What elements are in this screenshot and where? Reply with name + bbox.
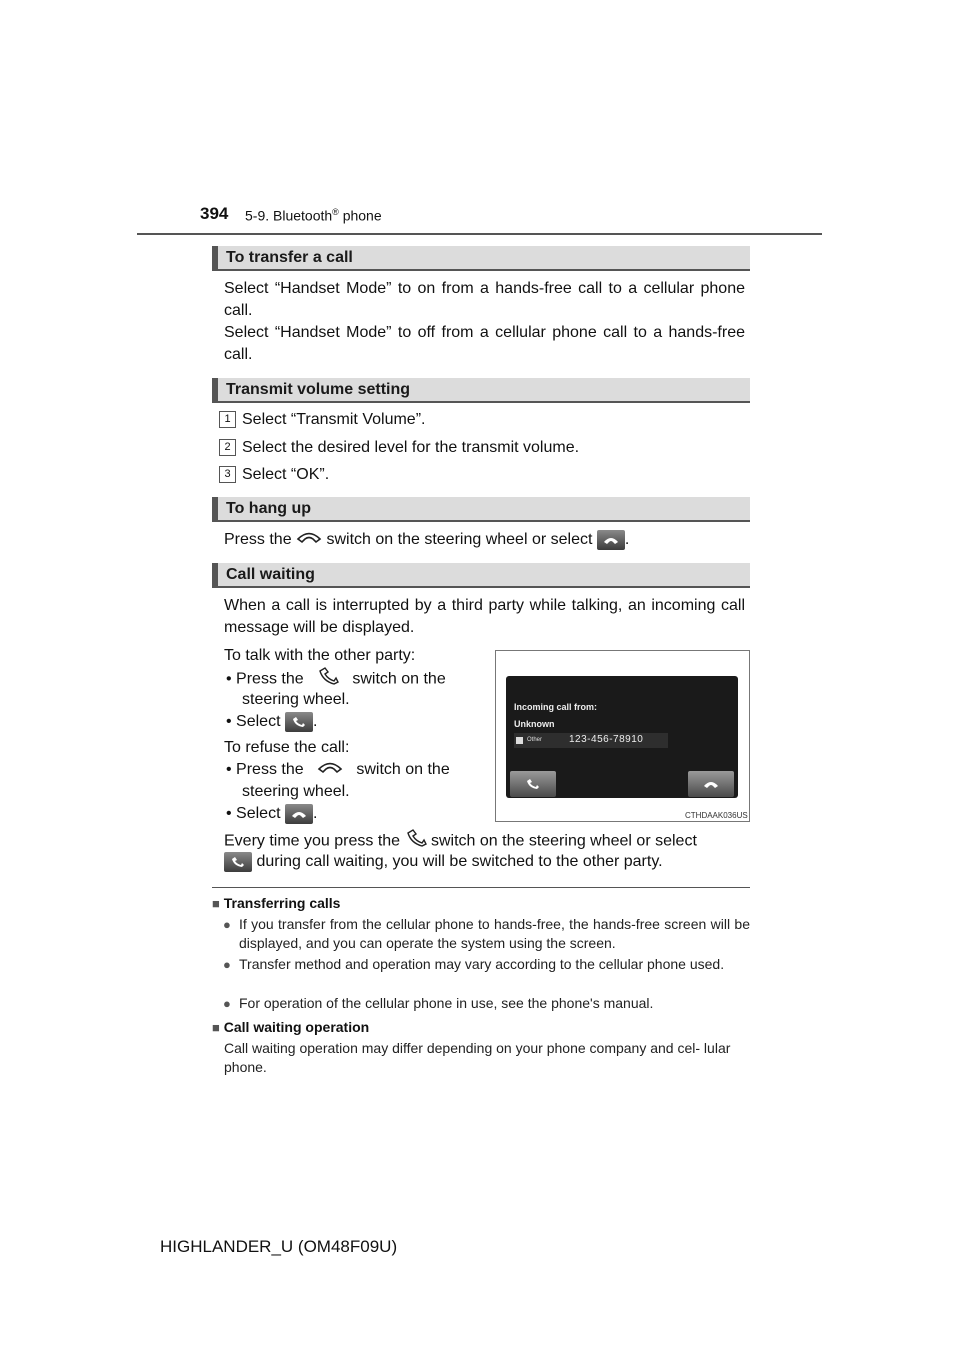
note-heading-call-waiting: ■ Call waiting operation <box>212 1019 370 1035</box>
figure-code: CTHDAAK036US <box>685 811 748 820</box>
step-number-3: 3 <box>219 466 236 483</box>
every-time-line-2: during call waiting, you will be switched to the other party. <box>224 851 663 873</box>
page-number: 394 <box>200 204 229 223</box>
refuse-bullet-1-cont: steering wheel. <box>242 783 350 800</box>
talk-label: To talk with the other party: <box>224 647 416 664</box>
caller-number: 123-456-78910 <box>569 734 644 745</box>
call-waiting-intro: When a call is interrupted by a third party while talking, an incoming call message will be displayed. <box>224 597 745 636</box>
talk-bullet-1: • Press the switch on the <box>226 667 481 692</box>
section-heading-volume: Transmit volume setting <box>212 378 750 403</box>
screen-decline-button[interactable] <box>688 771 734 797</box>
step-text-2: Select the desired level for the transmit volume. <box>242 439 580 456</box>
screen-answer-button[interactable] <box>510 771 556 797</box>
step-text-1: Select “Transmit Volume”. <box>242 411 426 428</box>
transfer-paragraph-1: Select “Handset Mode” to on from a hands-free call to a cellular phone call. <box>224 280 745 319</box>
note-bullet-1: ● <box>223 917 231 932</box>
step-number-2: 2 <box>219 439 236 456</box>
step-text-3: Select “OK”. <box>242 466 330 483</box>
refuse-label: To refuse the call: <box>224 739 350 756</box>
section-heading-hangup: To hang up <box>212 497 750 522</box>
refuse-switch-icon <box>317 759 343 781</box>
section-heading-call-waiting: Call waiting <box>212 563 750 588</box>
note-item-1: If you transfer from the cellular phone to hands-free, the hands-free screen will be displayed, and you can operate the system using the screen. <box>239 916 750 951</box>
incoming-call-screen <box>506 676 738 798</box>
screen-title: Incoming call from: <box>514 702 598 712</box>
note-bullet-3: ● <box>223 996 231 1011</box>
note-bullet-2: ● <box>223 957 231 972</box>
refuse-bullet-1: • Press the switch on the <box>226 759 481 781</box>
chapter-title: 5-9. Bluetooth® phone <box>245 207 382 224</box>
header-rule <box>137 233 822 235</box>
step-number-1: 1 <box>219 411 236 428</box>
hang-up-button-icon <box>597 530 625 550</box>
answer-button-icon <box>285 712 313 732</box>
note-item-2: Transfer method and operation may vary according to the cellular phone used. <box>239 956 725 972</box>
caller-name: Unknown <box>514 719 555 729</box>
decline-button-icon <box>285 804 313 824</box>
note-call-waiting-body: Call waiting operation may differ depending on your phone company and cel- lular phone. <box>224 1040 731 1075</box>
hang-up-switch-icon <box>296 529 322 551</box>
talk-bullet-1-cont: steering wheel. <box>242 691 350 708</box>
phone-type-icon <box>516 737 523 744</box>
section-heading-transfer: To transfer a call <box>212 246 750 271</box>
every-time-line-1: Every time you press the switch on the steering wheel or select <box>224 829 745 854</box>
note-heading-transferring: ■ Transferring calls <box>212 895 341 911</box>
hangup-instruction: Press the switch on the steering wheel or select . <box>224 529 629 551</box>
talk-bullet-2: • Select . <box>226 713 318 730</box>
phone-type-label: Other <box>527 737 543 743</box>
note-item-3: For operation of the cellular phone in use, see the phone's manual. <box>239 995 654 1011</box>
switch-party-button-icon <box>224 852 252 872</box>
notes-rule <box>212 887 750 888</box>
transfer-paragraph-2: Select “Handset Mode” to off from a cellular phone call to a hands-free call. <box>224 324 745 363</box>
refuse-bullet-2: • Select . <box>226 805 318 822</box>
footer-model-code: HIGHLANDER_U (OM48F09U) <box>160 1237 398 1256</box>
